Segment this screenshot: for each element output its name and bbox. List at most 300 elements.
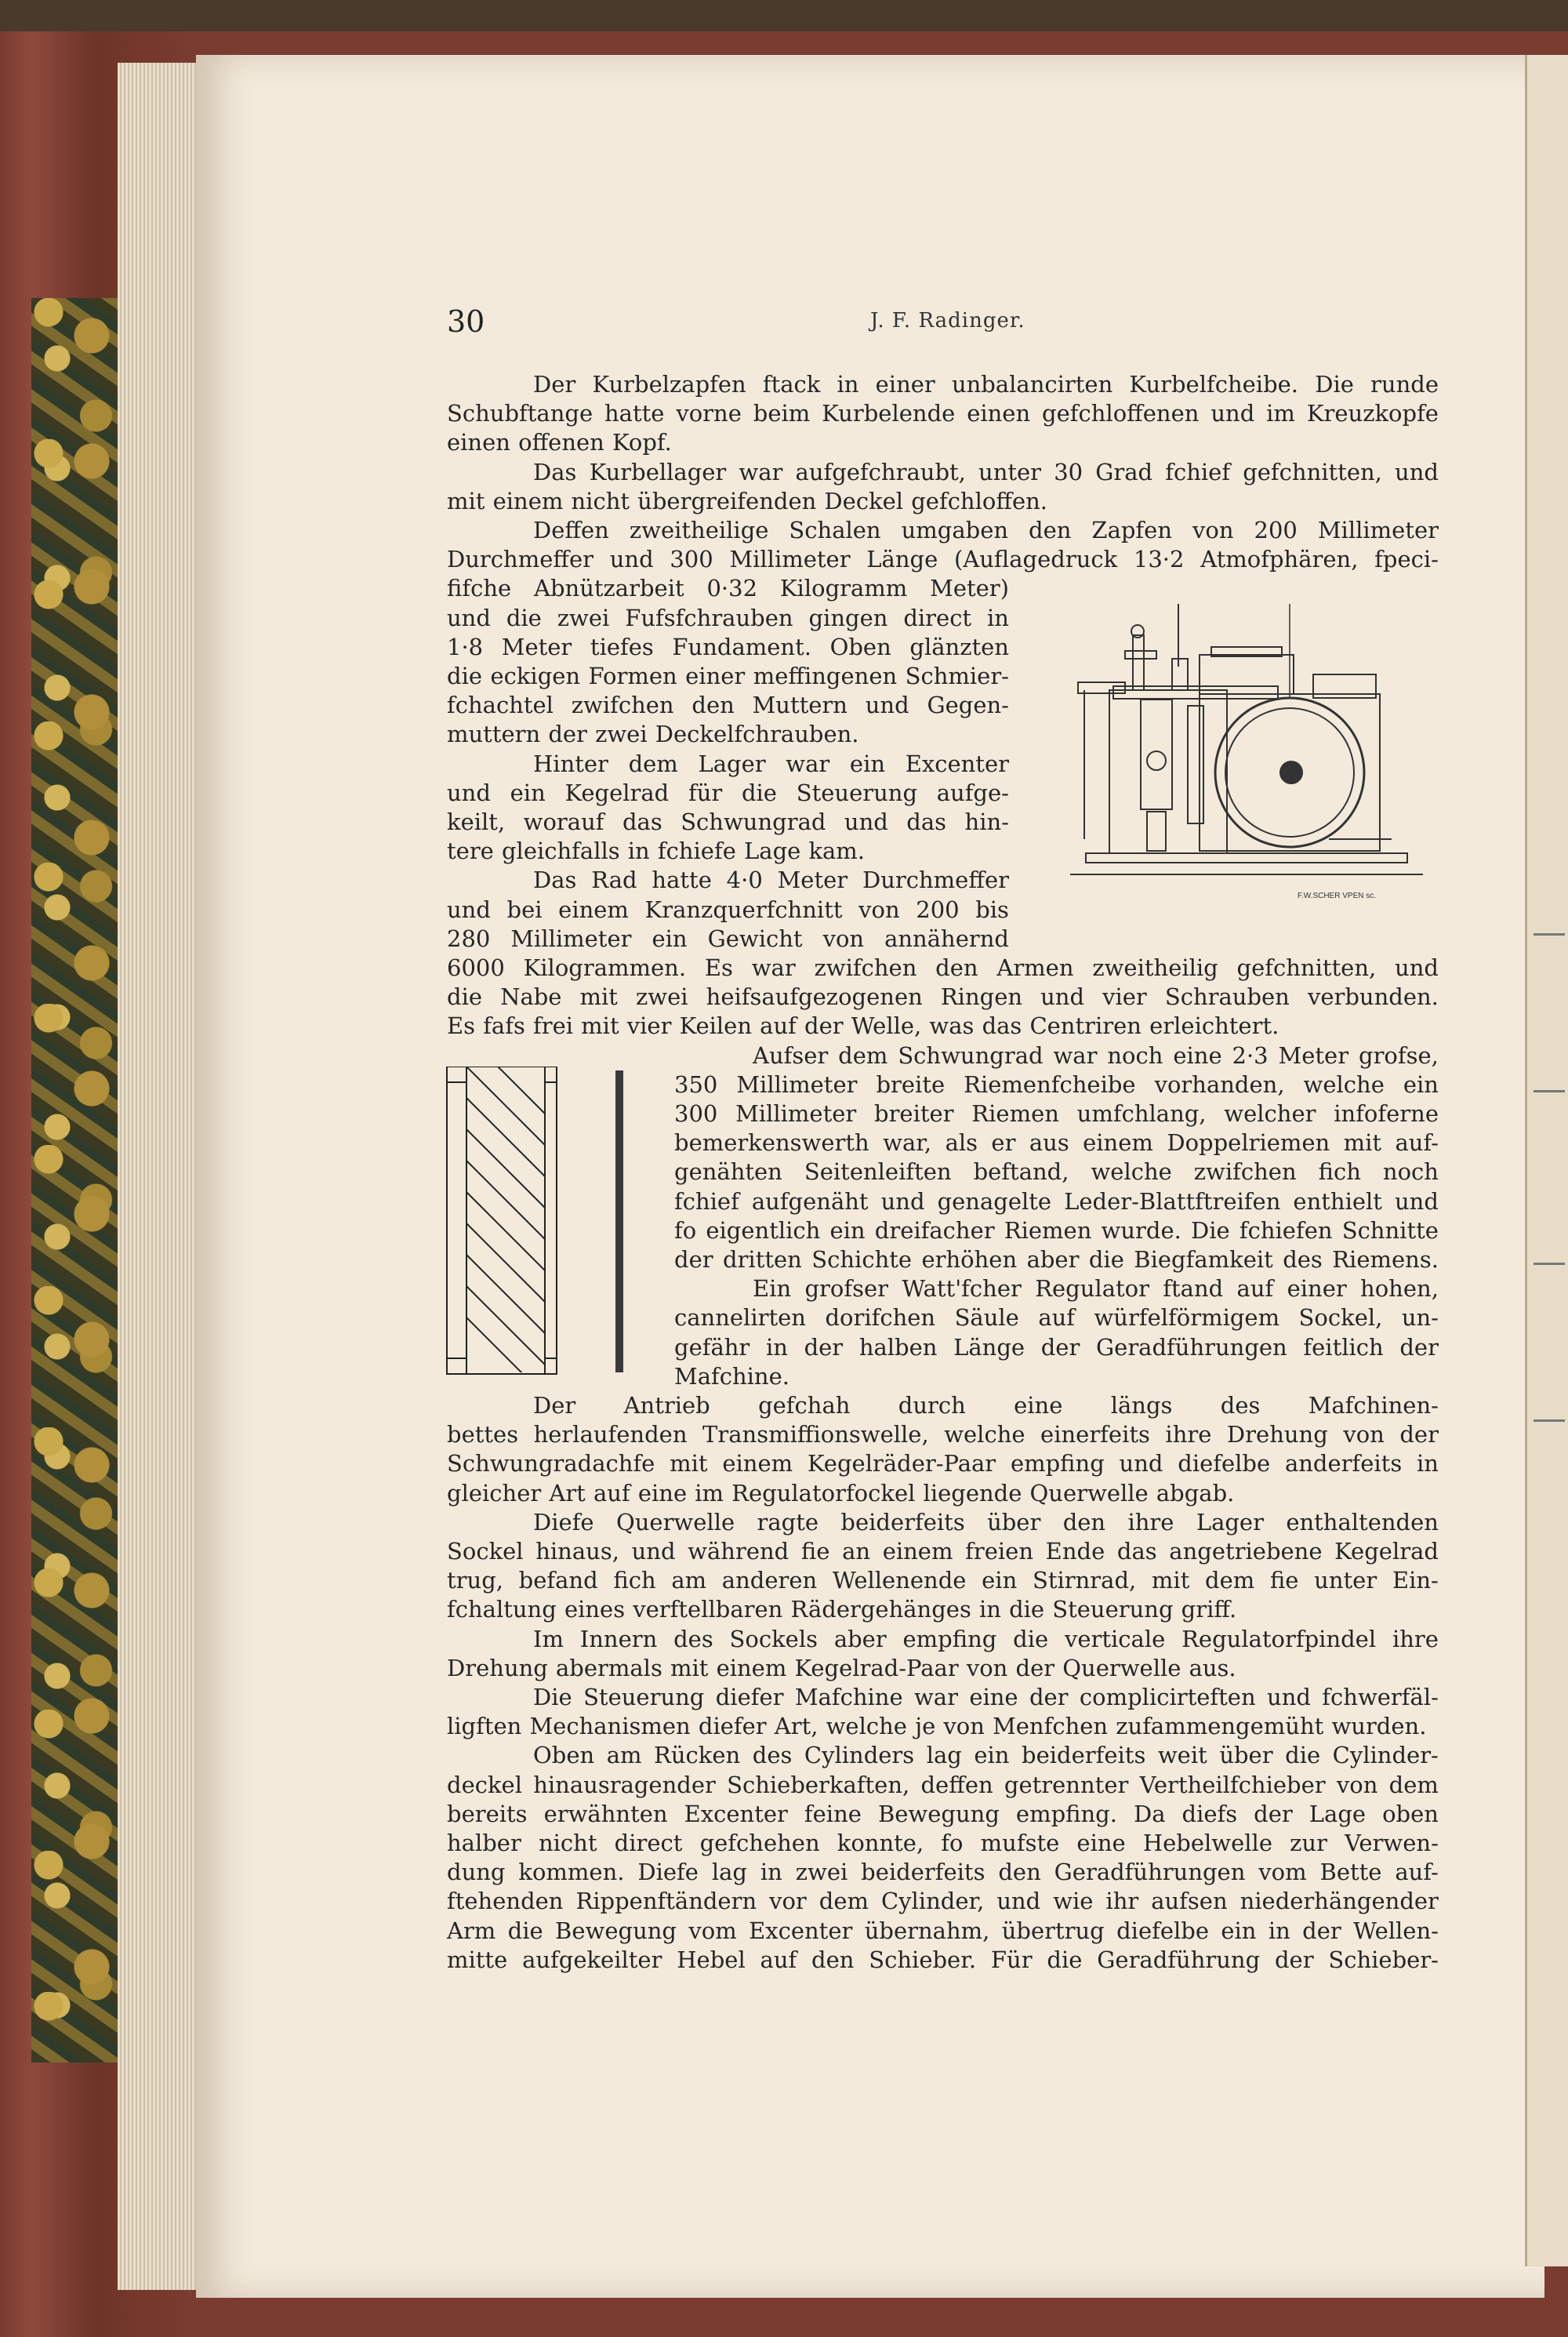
word: bei	[506, 896, 543, 923]
word: worauf	[523, 809, 604, 835]
word: in	[627, 838, 650, 865]
word: der	[1254, 1800, 1293, 1827]
word: mit	[670, 1450, 708, 1477]
word: 6000	[447, 954, 505, 981]
word: die	[506, 604, 542, 631]
word: Doppelriemen	[1167, 1129, 1330, 1157]
text-line	[533, 456, 1439, 488]
word: Wellen-	[1353, 1917, 1439, 1944]
word: Hinter	[533, 750, 608, 777]
word: mit	[581, 1012, 619, 1040]
word: meffingenen	[753, 663, 898, 689]
word: feitlich	[1303, 1333, 1384, 1361]
word: längs	[1110, 1392, 1173, 1419]
word: genähten	[674, 1158, 782, 1186]
word: Kurbelzapfen	[592, 371, 746, 398]
word: dem	[628, 750, 678, 777]
word: Schieber-	[1328, 1946, 1439, 1973]
word: hatte	[652, 867, 712, 894]
word: Deckel	[824, 487, 904, 514]
word: ein	[510, 779, 546, 806]
word: Cylinders	[804, 1742, 915, 1769]
word: Millimeter	[736, 1070, 858, 1098]
word: ftand	[1163, 1275, 1224, 1303]
word: kam.	[808, 838, 866, 865]
word: Millimeter	[1317, 517, 1439, 543]
word: gefchnitten,	[1236, 954, 1377, 981]
word: 0·32	[706, 575, 758, 602]
word: mit	[447, 487, 485, 514]
word: Lage	[1308, 1800, 1367, 1827]
word: eine	[1014, 1392, 1063, 1419]
word: Ein	[753, 1275, 792, 1303]
word: Für	[990, 1946, 1033, 1973]
word: Schrauben	[1164, 983, 1290, 1011]
text-line	[447, 1536, 1439, 1567]
word: Antrieb	[623, 1392, 710, 1419]
word: Ein-	[1392, 1567, 1439, 1594]
word: die	[741, 779, 777, 806]
word: Kilogrammen.	[523, 954, 687, 981]
word: auf-	[1395, 1129, 1439, 1157]
engine-illustration	[1062, 604, 1431, 910]
word: hinausragender	[533, 1771, 716, 1798]
word: der	[1302, 1917, 1341, 1944]
word: während	[688, 1538, 789, 1565]
text-line	[447, 1594, 1236, 1625]
word: einer	[1287, 1275, 1347, 1303]
word: eine	[1173, 1041, 1222, 1069]
word: erwähnten	[543, 1800, 668, 1827]
word: bis	[975, 896, 1009, 923]
word: beiderfeits	[861, 1859, 985, 1886]
text-line	[447, 398, 1439, 429]
word: auf	[1236, 1275, 1274, 1303]
word: Kegelrad	[564, 779, 670, 806]
word: einem	[722, 1450, 793, 1477]
word: gingen	[808, 604, 888, 631]
word: die	[507, 1917, 543, 1944]
word: übergreifenden	[637, 487, 817, 514]
word: ihre	[1127, 1508, 1174, 1536]
word: mit	[670, 1654, 709, 1681]
word: einen	[447, 429, 510, 456]
word: Armen	[996, 954, 1074, 981]
word: Grad	[1095, 458, 1153, 485]
word: Oben	[533, 1742, 595, 1769]
word: Im	[533, 1625, 564, 1652]
word: Atmofphären,	[1200, 546, 1359, 573]
word: Mafchine.	[674, 1362, 789, 1390]
word: Drehung	[1226, 1421, 1328, 1448]
word: muttern	[447, 721, 541, 748]
word: aufsen	[1151, 1888, 1228, 1915]
word: von	[966, 1654, 1008, 1681]
word: ein	[849, 750, 886, 777]
word: Schalen	[789, 517, 881, 543]
word: den	[935, 954, 978, 981]
word: fchiefe	[657, 838, 736, 865]
word: Ende	[1045, 1538, 1105, 1565]
word: Bette	[1319, 1859, 1382, 1886]
word: grofser	[804, 1275, 888, 1303]
word: zwifchen	[814, 954, 917, 981]
word: war	[739, 458, 783, 485]
word: eine	[1076, 1830, 1126, 1856]
word: mit	[1151, 1567, 1190, 1594]
word: empfing.	[1015, 1800, 1117, 1827]
word: ihr	[1105, 1888, 1139, 1915]
text-line	[447, 835, 865, 867]
word: heifsaufgezogenen	[706, 983, 923, 1011]
word: Steuerung	[583, 1684, 705, 1710]
text-line	[674, 1098, 1439, 1129]
word: complicirteften	[1079, 1684, 1256, 1710]
word: aufgenäht	[751, 1187, 869, 1215]
word: (Auflagedruck	[953, 546, 1118, 573]
text-line	[447, 689, 1009, 721]
text-line	[447, 806, 1009, 838]
word: zur	[1290, 1830, 1327, 1856]
figure-credit: F.W.SCHER VPEN sc.	[1298, 892, 1377, 900]
word: und	[1395, 458, 1439, 485]
word: im	[695, 1479, 724, 1507]
word: den	[691, 692, 735, 719]
word: Kopf.	[612, 429, 672, 456]
word: die	[447, 663, 483, 689]
word: keilt,	[447, 809, 506, 835]
word: Mafchinen-	[1308, 1392, 1439, 1419]
word: die	[1009, 1596, 1045, 1623]
word: Innern	[579, 1625, 658, 1652]
word: Art,	[774, 1713, 818, 1740]
word: und	[631, 1538, 676, 1565]
word: der	[1399, 1333, 1439, 1361]
word: Watt'fcher	[902, 1275, 1022, 1303]
text-line	[447, 1010, 1279, 1041]
word: Sockel,	[1298, 1304, 1383, 1332]
word: und	[865, 692, 909, 719]
word: die	[1047, 1946, 1083, 1973]
word: Drehung	[447, 1654, 548, 1681]
word: Regulator	[1035, 1275, 1149, 1303]
word: an	[842, 1538, 871, 1565]
word: nicht	[538, 1830, 597, 1856]
word: Hebel	[677, 1946, 746, 1973]
word: Muttern	[752, 692, 848, 719]
word: für	[688, 779, 723, 806]
word: diefs	[1181, 1800, 1238, 1827]
word: Schmier-	[905, 663, 1009, 689]
word: Rippenftändern	[575, 1888, 757, 1915]
word: über	[987, 1508, 1041, 1536]
word: runde	[1370, 371, 1439, 398]
word: gefchloffen.	[911, 487, 1048, 514]
word: Cylinder-	[1332, 1742, 1439, 1769]
text-line	[674, 1361, 789, 1392]
word: Säule	[954, 1304, 1019, 1332]
word: tiefes	[590, 633, 654, 660]
word: Millimeter	[735, 1100, 857, 1127]
word: fchiefen	[1239, 1216, 1333, 1244]
word: das	[906, 809, 947, 835]
word: Aufser	[753, 1041, 829, 1069]
word: ligften	[447, 1713, 522, 1740]
word: was	[929, 1012, 975, 1040]
word: Es	[447, 1012, 476, 1040]
word: Oben	[829, 633, 891, 660]
text-line	[447, 894, 1009, 925]
word: umgaben	[901, 517, 1009, 543]
word: ein	[974, 1742, 1010, 1769]
text-line	[447, 1448, 1439, 1479]
word: hohen,	[1360, 1275, 1439, 1303]
word: Diefe	[533, 1508, 594, 1536]
word: halber	[447, 1830, 521, 1856]
word: deckel	[447, 1771, 522, 1798]
word: in	[837, 371, 859, 398]
word: dem	[1205, 1567, 1255, 1594]
word: diefelbe	[1116, 1917, 1210, 1944]
word: 30	[1054, 458, 1083, 485]
word: Diefe	[637, 1859, 699, 1886]
word: Schubftange	[447, 400, 593, 427]
marbled-spine	[31, 298, 118, 2063]
text-line	[447, 1885, 1439, 1917]
word: beiderfeits	[1022, 1742, 1146, 1769]
word: Kegelrad-Paar	[794, 1654, 959, 1681]
word: Formen	[588, 663, 677, 689]
word: unter	[1314, 1567, 1377, 1594]
text-line	[447, 981, 1439, 1012]
word: würfelförmigem	[1094, 1304, 1280, 1332]
word: mit	[579, 983, 618, 1011]
word: Rädergehänges	[790, 1596, 971, 1623]
word: Durchmeffer	[447, 546, 593, 573]
word: welcher	[1224, 1100, 1316, 1127]
word: empfing	[1010, 1450, 1105, 1477]
word: Schwungradachfe	[447, 1450, 655, 1477]
word: cannelirten	[674, 1304, 806, 1332]
text-line	[533, 1390, 1439, 1421]
word: konnte,	[837, 1830, 924, 1856]
text-line	[533, 1507, 1439, 1538]
word: in	[765, 1333, 788, 1361]
word: Millimeter	[510, 925, 632, 952]
word: fchief	[1165, 458, 1231, 485]
word: Durchmeffer	[862, 867, 1009, 894]
word: zwei	[557, 604, 610, 631]
word: der	[1029, 1684, 1069, 1710]
text-line	[447, 952, 1439, 983]
word: und	[447, 604, 491, 631]
word: Schieberkaften,	[727, 1771, 910, 1798]
word: unter	[978, 458, 1042, 485]
text-line	[447, 1652, 1236, 1684]
word: Meter	[501, 633, 572, 660]
word: von	[943, 1713, 985, 1740]
word: ein	[982, 1567, 1018, 1594]
word: Meter	[777, 867, 848, 894]
word: wie	[1053, 1888, 1094, 1915]
word: Arm	[447, 1917, 496, 1944]
word: von	[822, 925, 865, 952]
word: frei	[532, 1012, 574, 1040]
word: Leder-Blattftreifen	[1064, 1187, 1281, 1215]
word: vorhanden,	[1154, 1070, 1285, 1098]
word: nicht	[571, 487, 630, 514]
word: in	[987, 604, 1009, 631]
word: Excenter	[684, 1800, 788, 1827]
word: vom	[688, 1917, 737, 1944]
word: Riemen	[1004, 1216, 1092, 1244]
word: den	[998, 1859, 1041, 1886]
word: Welle,	[851, 1012, 922, 1040]
word: Querwelle	[1062, 1654, 1181, 1681]
word: war	[1053, 1041, 1098, 1069]
word: getrennter	[1004, 1771, 1129, 1798]
word: zweitheilige	[629, 517, 769, 543]
word: fchwerfäl-	[1322, 1684, 1439, 1710]
word: welche	[826, 1713, 907, 1740]
word: beftand,	[973, 1158, 1069, 1186]
word: verftellbaren	[633, 1596, 783, 1623]
word: Art	[549, 1479, 586, 1507]
word: liegende	[923, 1479, 1022, 1507]
word: halben	[858, 1333, 938, 1361]
word: und	[1395, 1187, 1439, 1215]
word: in	[1268, 1917, 1290, 1944]
word: als	[945, 1129, 978, 1157]
word: aus	[1029, 1129, 1069, 1157]
word: kommen.	[518, 1859, 625, 1886]
word: Der	[533, 371, 576, 398]
word: einem	[882, 1538, 953, 1565]
word: Biegfamkeit	[1134, 1246, 1273, 1273]
word: fich	[1318, 1158, 1361, 1186]
word: offenen	[518, 429, 604, 456]
word: fie	[1269, 1567, 1299, 1594]
word: welche	[944, 1421, 1025, 1448]
word: vier	[626, 1012, 672, 1040]
word: Meter)	[930, 575, 1009, 602]
word: Kegelräder-Paar	[807, 1450, 996, 1477]
word: befand	[518, 1567, 598, 1594]
word: fafs	[483, 1012, 525, 1040]
text-line	[447, 572, 1009, 604]
word: gleicher	[447, 1479, 542, 1507]
word: Verwen-	[1345, 1830, 1439, 1856]
word: mitte	[447, 1946, 508, 1973]
word: annähernd	[884, 925, 1009, 952]
word: wurde.	[1101, 1216, 1181, 1244]
word: weit	[1157, 1742, 1207, 1769]
word: vier	[1102, 983, 1147, 1011]
word: unbalancirten	[951, 371, 1113, 398]
word: Der	[533, 1392, 576, 1419]
word: lag	[926, 1742, 962, 1769]
word: enthaltenden	[1286, 1508, 1439, 1536]
word: eckigen	[490, 663, 581, 689]
text-line	[447, 718, 859, 750]
word: aus.	[1189, 1654, 1236, 1681]
text-line	[674, 1156, 1439, 1187]
word: die	[447, 983, 483, 1011]
word: Riemen	[971, 1100, 1059, 1127]
word: Querwelle	[1029, 1479, 1149, 1507]
word: aber	[1026, 1246, 1080, 1273]
facing-page-edge	[1525, 55, 1568, 2266]
word: Rücken	[654, 1742, 741, 1769]
text-line	[447, 602, 1009, 634]
word: fchaltung	[447, 1596, 557, 1623]
word: zwifchen	[571, 692, 674, 719]
word: aufgekeilter	[522, 1946, 662, 1973]
word: Meter	[1278, 1041, 1349, 1069]
word: über	[1219, 1742, 1273, 1769]
word: Seitenleiften	[804, 1158, 952, 1186]
word: fo	[674, 1216, 697, 1244]
word: der	[1399, 1421, 1439, 1448]
word: erleichtert.	[1149, 1012, 1279, 1040]
text-line	[674, 1332, 1439, 1363]
word: breite	[876, 1070, 946, 1098]
word: des	[1283, 1246, 1323, 1273]
word: dorifchen	[825, 1304, 936, 1332]
text-line	[447, 1827, 1439, 1859]
word: Lager	[698, 750, 766, 777]
word: zwei	[795, 1859, 848, 1886]
word: ein	[829, 1216, 866, 1244]
word: Wellenende	[832, 1567, 967, 1594]
word: grofse,	[1359, 1041, 1439, 1069]
word: anderfeits	[1284, 1450, 1403, 1477]
word: auf	[593, 1479, 630, 1507]
word: Kreuzkopfe	[1306, 400, 1439, 427]
page-header	[447, 304, 1443, 343]
word: fie	[800, 1538, 830, 1565]
word: gefähr	[674, 1333, 750, 1361]
word: 200	[916, 896, 960, 923]
word: diefer	[715, 1684, 784, 1710]
word: mufste	[980, 1830, 1060, 1856]
text-line	[674, 1215, 1439, 1246]
word: ein	[1403, 1070, 1439, 1098]
word: war	[913, 1684, 958, 1710]
word: je	[915, 1713, 936, 1740]
word: aber	[833, 1625, 887, 1652]
word: den	[1062, 1508, 1106, 1536]
word: Die	[1191, 1216, 1230, 1244]
word: eine	[637, 1479, 688, 1507]
word: Abnützarbeit	[534, 575, 684, 602]
text-line	[533, 514, 1439, 546]
word: Zapfen	[1091, 517, 1172, 543]
word: dem	[1388, 1771, 1439, 1798]
word: Regulatorfpindel	[1181, 1625, 1377, 1652]
word: freien	[965, 1538, 1033, 1565]
running-head: J. F. Radinger.	[870, 309, 1025, 333]
word: Riemenfcheibe	[964, 1070, 1136, 1098]
word: am	[606, 1742, 642, 1769]
word: vorne	[676, 400, 742, 427]
word: Excenter	[905, 750, 1009, 777]
word: glänzten	[909, 633, 1009, 660]
word: empfing	[902, 1625, 997, 1652]
text-line	[533, 748, 1009, 780]
word: abermals	[556, 1654, 662, 1681]
word: noch	[1107, 1041, 1163, 1069]
